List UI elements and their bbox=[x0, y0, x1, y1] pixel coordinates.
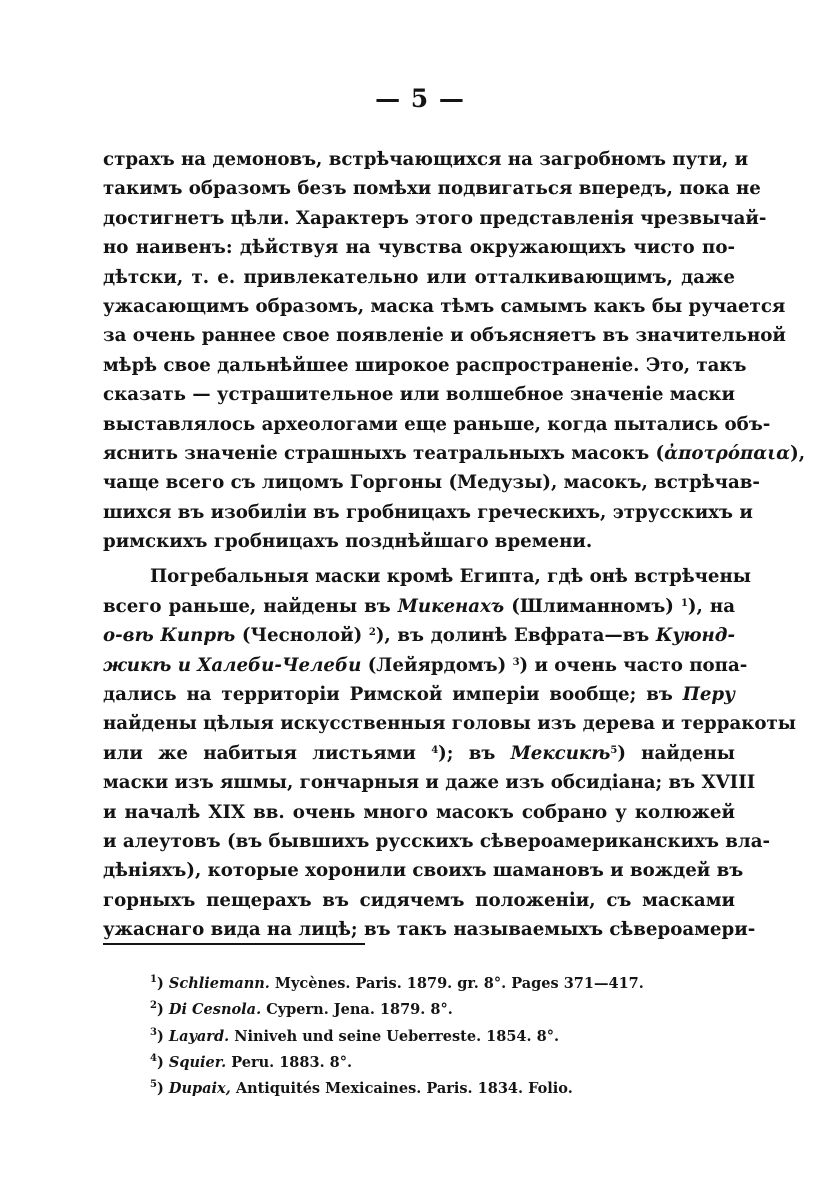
footnote-ref: 1 bbox=[680, 597, 688, 609]
text-line bbox=[103, 621, 735, 650]
footnote-number: 3 bbox=[150, 1026, 157, 1038]
text-line bbox=[103, 439, 806, 468]
text-line: и началѣ XIX вв. очень много масокъ собрано у колюжей bbox=[103, 801, 735, 823]
page-number: — 5 — bbox=[375, 84, 465, 113]
footnote-text: Antiquités Mexicaines. Paris. 1834. Folio. bbox=[235, 1080, 573, 1098]
text-line: ужаснаго вида на лицѣ; въ такъ называемыхъ сѣвероамери- bbox=[103, 919, 756, 941]
text-segment: всего раньше, найдены въ bbox=[103, 595, 398, 617]
footnote-author: Squier. bbox=[168, 1053, 227, 1071]
footnote-number: 2 bbox=[150, 1000, 157, 1012]
footnote-number: 1 bbox=[150, 974, 157, 985]
text-segment: (Шлиманномъ) bbox=[504, 595, 681, 617]
text-line: римскихъ гробницахъ позднѣйшаго времени. bbox=[103, 531, 593, 553]
footnote-divider bbox=[103, 943, 365, 945]
text-segment: ) и очень часто попа- bbox=[519, 654, 748, 676]
text-line: дѣтски, т. е. привлекательно или отталкивающимъ, даже bbox=[103, 266, 735, 288]
text-segment: (Чеснолой) bbox=[235, 625, 369, 647]
footnote-author: Dupaix, bbox=[168, 1080, 231, 1098]
footnote: $^5$) Dupaix, Antiquités Mexicaines. Paris. 1834. Folio. bbox=[150, 1079, 573, 1098]
place-name: Перу bbox=[682, 684, 735, 706]
footnote-text: Mycènes. Paris. 1879. gr. 8°. Pages 371—417. bbox=[274, 975, 644, 992]
text-line: такимъ образомъ безъ помѣхи подвигаться впередъ, пока не bbox=[103, 178, 761, 200]
text-line bbox=[103, 680, 735, 709]
text-line: маски изъ яшмы, гончарныя и даже изъ обсидіана; въ XVIII bbox=[103, 772, 756, 794]
footnote-ref: 4 bbox=[431, 744, 439, 756]
footnote-ref: 5 bbox=[610, 744, 618, 756]
text-line: дѣніяхъ), которые хоронили своихъ шамановъ и вождей въ bbox=[103, 860, 744, 882]
text-line: найдены цѣлыя искусственныя головы изъ дерева и терракоты bbox=[103, 713, 796, 735]
text-line: чаще всего съ лицомъ Горгоны (Медузы), масокъ, встрѣчав- bbox=[103, 472, 760, 494]
text-line: ужасающимъ образомъ, маска тѣмъ самымъ какъ бы ручается bbox=[103, 295, 786, 317]
text-line: страхъ на демоновъ, встрѣчающихся на загробномъ пути, и bbox=[103, 149, 749, 170]
paragraph-2 bbox=[103, 562, 796, 944]
text-line: Погребальныя маски кромѣ Египта, гдѣ онѣ встрѣчены bbox=[150, 566, 752, 588]
footnote: $^3$) Layard. Niniveh und seine Ueberreste. 1854. 8°. bbox=[150, 1026, 560, 1045]
text-segment: (Лейярдомъ) bbox=[361, 654, 513, 676]
text-line: и алеутовъ (въ бывшихъ русскихъ сѣвероамериканскихъ вла- bbox=[103, 830, 771, 852]
text-line: мѣрѣ свое дальнѣйшее широкое распространеніе. Это, такъ bbox=[103, 354, 747, 376]
text-segment: ), bbox=[790, 442, 806, 464]
text-line: выставлялось археологами еще раньше, когда пытались объ- bbox=[103, 413, 771, 435]
footnote-number: 5 bbox=[150, 1079, 157, 1091]
footnote-text: Niniveh und seine Ueberreste. 1854. 8°. bbox=[234, 1027, 560, 1045]
text-segment: дались на территоріи Римской имперіи вообще; въ bbox=[103, 684, 683, 706]
text-segment: ) найдены bbox=[617, 742, 736, 764]
text-line: но наивенъ: дѣйствуя на чувства окружающихъ чисто по- bbox=[103, 237, 735, 259]
footnote-author: Di Cesnola. bbox=[168, 1001, 262, 1019]
footnote-ref: 2 bbox=[368, 627, 376, 639]
text-segment: ), на bbox=[687, 595, 735, 617]
text-segment: ), въ долинѣ Евфрата—въ bbox=[375, 625, 656, 647]
text-segment: или же набитыя листьями bbox=[103, 742, 432, 764]
greek-term: ἀποτρόπαια bbox=[664, 442, 791, 464]
text-line bbox=[103, 651, 748, 680]
place-name: жикѣ и Халеби-Челеби bbox=[103, 654, 362, 676]
footnotes bbox=[150, 971, 710, 1102]
text-line: достигнетъ цѣли. Характеръ этого представленія чрезвычай- bbox=[103, 207, 767, 229]
footnote: $^1$) Schliemann. Mycènes. Paris. 1879. gr. 8°. Pages 371—417. bbox=[150, 974, 644, 992]
text-line: шихся въ изобиліи въ гробницахъ греческихъ, этрусскихъ и bbox=[103, 501, 753, 523]
text-line: за очень раннее свое появленіе и объясняетъ въ значительной bbox=[103, 325, 786, 347]
text-line: сказать — устрашительное или волшебное значеніе маски bbox=[103, 384, 736, 406]
text-segment: ); въ bbox=[438, 742, 511, 764]
footnote-author: Layard. bbox=[168, 1027, 230, 1045]
text-segment: яснить значеніе страшныхъ театральныхъ масокъ ( bbox=[103, 442, 665, 464]
footnote-author: Schliemann. bbox=[168, 975, 270, 992]
footnote-text: Cypern. Jena. 1879. 8°. bbox=[266, 1001, 453, 1019]
place-name: Куюнд- bbox=[655, 625, 735, 647]
footnote-ref: 3 bbox=[512, 656, 520, 668]
paragraph-1 bbox=[103, 145, 806, 556]
footnote-number: 4 bbox=[150, 1052, 157, 1064]
text-line bbox=[103, 739, 735, 768]
place-name: Мексикѣ bbox=[510, 742, 611, 764]
footnote: $^2$) Di Cesnola. Cypern. Jena. 1879. 8°. bbox=[150, 1000, 453, 1019]
place-name: о-вѣ Кипрѣ bbox=[103, 625, 236, 647]
body-text bbox=[103, 145, 806, 945]
text-line bbox=[103, 592, 735, 621]
text-line: горныхъ пещерахъ въ сидячемъ положеніи, съ масками bbox=[103, 889, 735, 911]
footnote: $^4$) Squier. Peru. 1883. 8°. bbox=[150, 1052, 353, 1071]
footnote-text: Peru. 1883. 8°. bbox=[231, 1053, 353, 1071]
place-name: Микенахъ bbox=[397, 595, 505, 617]
